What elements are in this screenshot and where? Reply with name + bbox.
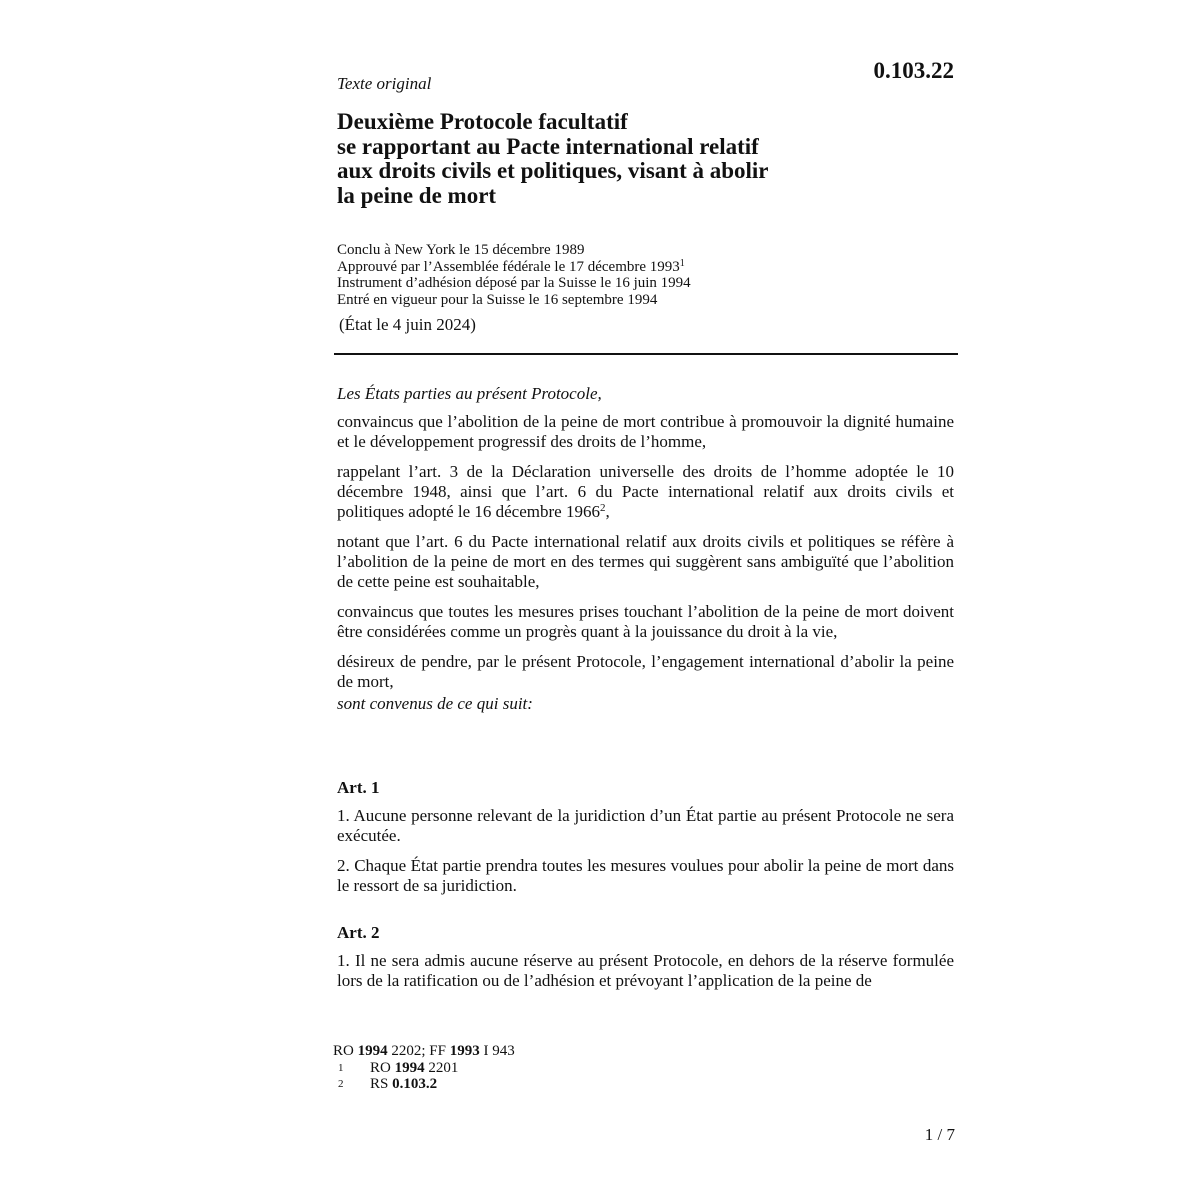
article-paragraph: 1. Aucune personne relevant de la juridiction d’un État partie au présent Protocole ne sera exécutée.	[337, 806, 954, 845]
article-paragraph: 1. Il ne sera admis aucune réserve au présent Protocole, en dehors de la réserve formulée lors de la ratification ou de l’adhésion et prévoyant l’application de la peine de	[337, 951, 954, 990]
article-2-body	[337, 951, 954, 1001]
fn-year: 1994	[394, 1059, 425, 1076]
preamble-paragraph: désireux de pendre, par le présent Protocole, l’engagement international d’abolir la peine de mort,	[337, 652, 954, 691]
preamble	[337, 384, 954, 724]
preamble-closing: sont convenus de ce qui suit:	[337, 694, 533, 713]
fn-year: 1994	[357, 1043, 388, 1059]
source-reference	[333, 1043, 515, 1060]
footnote-2	[333, 1076, 515, 1093]
footnotes	[333, 1043, 515, 1093]
article-2-heading: Art. 2	[337, 923, 380, 942]
approved-line	[337, 259, 691, 276]
status-date: (État le 4 juin 2024)	[339, 315, 476, 334]
title-line: se rapportant au Pacte international relatif	[337, 133, 759, 159]
article-1-body	[337, 806, 954, 906]
footnote-1	[333, 1060, 515, 1077]
approved-text: Approuvé par l’Assemblée fédérale le 17 décembre 1993	[337, 258, 680, 275]
preamble-paragraph: convaincus que l’abolition de la peine de mort contribue à promouvoir la dignité humaine et le développement progressif des droits de l’homme,	[337, 412, 954, 451]
sr-number: 0.103.22	[873, 58, 954, 83]
preamble-paragraph	[337, 462, 954, 522]
preamble-intro: Les États parties au présent Protocole,	[337, 384, 602, 403]
fn-text: 2202; FF	[387, 1043, 450, 1059]
page-number: 1 / 7	[924, 1125, 955, 1144]
title-line: aux droits civils et politiques, visant à abolir	[337, 158, 769, 183]
fn-text: RO	[333, 1043, 358, 1059]
entry-into-force-line: Entré en vigueur pour la Suisse le 16 septembre 1994	[337, 291, 658, 308]
sr-reference-link[interactable]: 0.103.2	[392, 1076, 438, 1092]
preamble-text-end: ,	[605, 502, 610, 521]
fn-text: 2201	[424, 1059, 459, 1076]
title-line: Deuxième Protocole facultatif	[337, 109, 628, 134]
footnote-number: 2	[338, 1078, 344, 1090]
fn-text: I 943	[479, 1043, 515, 1059]
preamble-paragraph: notant que l’art. 6 du Pacte international relatif aux droits civils et politiques se réfère à l’abolition de la peine de mort en des termes qui suggèrent sans ambiguïté que l’abolition de cette peine est souhaitable,	[337, 532, 954, 591]
article-1-heading: Art. 1	[337, 778, 380, 797]
preamble-text: rappelant l’art. 3 de la Déclaration universelle des droits de l’homme adoptée le 10 décembre 1948, ainsi que l’art. 6 du Pacte international relatif aux droits civils et politiques adopté le 16 décembre 1966	[337, 462, 954, 521]
preamble-paragraph: convaincus que toutes les mesures prises touchant l’abolition de la peine de mort doivent être considérées comme un progrès quant à la jouissance du droit à la vie,	[337, 602, 954, 641]
treaty-metadata	[337, 242, 691, 308]
footnote-number: 1	[338, 1061, 344, 1074]
footnote-ref-1[interactable]: 1	[679, 257, 685, 269]
original-text-label: Texte original	[337, 74, 432, 93]
article-paragraph: 2. Chaque État partie prendra toutes les mesures voulues pour abolir la peine de mort dans le ressort de sa juridiction.	[337, 856, 954, 895]
fn-year: 1993	[449, 1043, 480, 1059]
footnote-ref-2[interactable]: 2	[599, 502, 606, 514]
title-line: la peine de mort	[337, 182, 497, 208]
document-title	[337, 110, 897, 208]
fn-text: RS	[370, 1076, 393, 1092]
concluded-line: Conclu à New York le 15 décembre 1989	[337, 242, 585, 258]
header-divider	[334, 353, 958, 355]
fn-text: RO	[370, 1059, 395, 1076]
instrument-line: Instrument d’adhésion déposé par la Suisse le 16 juin 1994	[337, 275, 691, 291]
